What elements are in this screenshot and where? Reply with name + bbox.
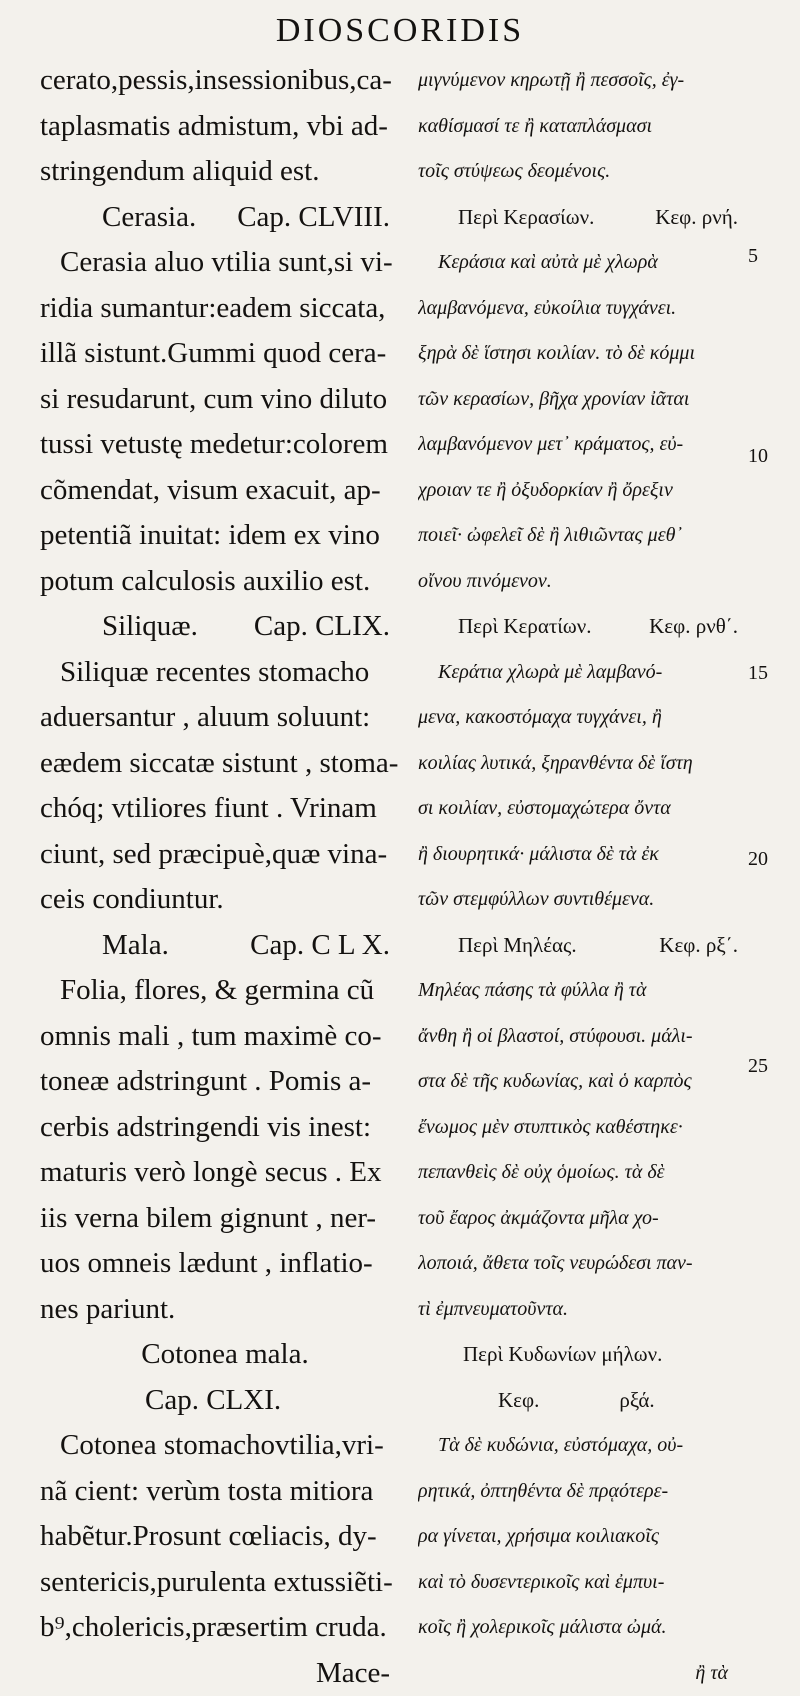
- greek-line: τῶν στεμφύλλων συντιθέμενα.: [418, 877, 748, 923]
- latin-line: eædem siccatæ sistunt , stoma-: [40, 741, 410, 787]
- greek-line: τοῖς στύψεως δεομένοις.: [418, 149, 748, 195]
- greek-line: λαμβανόμενα, εὐκοίλια τυγχάνει.: [418, 286, 748, 332]
- catchword: Mace-: [40, 1651, 410, 1696]
- heading-chapter: Cap. CLVIII.: [237, 195, 390, 241]
- latin-line: sentericis,purulenta extussiẽti-: [40, 1560, 410, 1606]
- latin-line: omnis mali , tum maximè co-: [40, 1014, 410, 1060]
- chapter-heading-cotonea: Cotonea mala.: [40, 1332, 410, 1378]
- greek-line: χροιαν τε ἢ ὀξυδορκίαν ἢ ὄρεξιν: [418, 468, 748, 514]
- heading-kef: Κεφ.: [498, 1378, 539, 1424]
- latin-line: aduersantur , aluum soluunt:: [40, 695, 410, 741]
- chapter-heading-mala: [40, 923, 410, 969]
- greek-line: Τὰ δὲ κυδώνια, εὐστόμαχα, οὐ-: [418, 1423, 748, 1469]
- heading-title: Siliquæ.: [102, 604, 198, 650]
- greek-line: Κεράτια χλωρὰ μὲ λαμβανό-: [418, 650, 748, 696]
- greek-line: τοῦ ἔαρος ἀκμάζοντα μῆλα χο-: [418, 1196, 748, 1242]
- greek-line: ἔνωμος μὲν στυπτικὸς καθέστηκε·: [418, 1105, 748, 1151]
- heading-title: Mala.: [102, 923, 169, 969]
- latin-line: chóq; vtiliores fiunt . Vrinam: [40, 786, 410, 832]
- latin-line: ridia sumantur:eadem siccata,: [40, 286, 410, 332]
- latin-line: nã cient: verùm tosta mitiora: [40, 1469, 410, 1515]
- heading-chapter: Κεφ. ρξ΄.: [659, 923, 738, 969]
- latin-line: petentiã inuitat: idem ex vino: [40, 513, 410, 559]
- greek-line: μενα, κακοστόμαχα τυγχάνει, ἢ: [418, 695, 748, 741]
- greek-heading-cerasia: [418, 195, 748, 241]
- greek-line: τῶν κερασίων, βῆχα χρονίαν ἰᾶται: [418, 377, 748, 423]
- line-number: 20: [748, 848, 768, 871]
- greek-catchword: ἢ τὰ: [418, 1651, 748, 1696]
- latin-line: iis verna bilem gignunt , ner-: [40, 1196, 410, 1242]
- heading-title: Περὶ Μηλέας.: [458, 923, 577, 969]
- heading-chapter: Κεφ. ρνή.: [655, 195, 738, 241]
- latin-line: Siliquæ recentes stomacho: [40, 650, 410, 696]
- greek-heading-mala: [418, 923, 748, 969]
- greek-line: ἄνθη ἢ οἱ βλαστοί, στύφουσι. μάλι-: [418, 1014, 748, 1060]
- latin-line: tussi vetustę medetur:colorem: [40, 422, 410, 468]
- line-number: 15: [748, 662, 768, 685]
- line-number: 5: [748, 245, 758, 268]
- greek-line: πεπανθεὶς δὲ οὐχ ὁμοίως. τὰ δὲ: [418, 1150, 748, 1196]
- latin-line: stringendum aliquid est.: [40, 149, 410, 195]
- line-number: 10: [748, 445, 768, 468]
- latin-line: habẽtur.Prosunt cœliacis, dy-: [40, 1514, 410, 1560]
- chapter-heading-siliquae: [40, 604, 410, 650]
- greek-heading-siliquae: [418, 604, 748, 650]
- latin-line: Folia, flores, & germina cũ: [40, 968, 410, 1014]
- heading-chapter: Cap. CLIX.: [254, 604, 390, 650]
- heading-title: Cerasia.: [102, 195, 196, 241]
- greek-heading-cotonea: Περὶ Κυδωνίων μήλων.: [418, 1332, 748, 1378]
- latin-line: cerato,pessis,insessionibus,ca-: [40, 58, 410, 104]
- greek-line: σι κοιλίαν, εὐστομαχώτερα ὄντα: [418, 786, 748, 832]
- heading-title: Περὶ Κερασίων.: [458, 195, 594, 241]
- greek-column: [418, 58, 748, 1696]
- greek-chapter-number: [418, 1378, 748, 1424]
- greek-line: λοποιά, ἄθετα τοῖς νευρώδεσι παν-: [418, 1241, 748, 1287]
- latin-line: si resudarunt, cum vino diluto: [40, 377, 410, 423]
- running-header: DIOSCORIDIS: [0, 12, 800, 50]
- line-number: 25: [748, 1055, 768, 1078]
- greek-line: λαμβανόμενον μετ᾽ κράματος, εὐ-: [418, 422, 748, 468]
- greek-line: μιγνύμενον κηρωτῇ ἢ πεσσοῖς, ἐγ-: [418, 58, 748, 104]
- latin-line: uos omneis lædunt , inflatio-: [40, 1241, 410, 1287]
- greek-line: ρα γίνεται, χρήσιμα κοιλιακοῖς: [418, 1514, 748, 1560]
- latin-line: ciunt, sed præcipuè,quæ vina-: [40, 832, 410, 878]
- greek-line: καὶ τὸ δυσεντερικοῖς καὶ ἐμπυι-: [418, 1560, 748, 1606]
- latin-line: cõmendat, visum exacuit, ap-: [40, 468, 410, 514]
- latin-line: cerbis adstringendi vis inest:: [40, 1105, 410, 1151]
- chapter-heading-cerasia: [40, 195, 410, 241]
- latin-line: Cerasia aluo vtilia sunt,si vi-: [40, 240, 410, 286]
- greek-line: ξηρὰ δὲ ἵστησι κοιλίαν. τὸ δὲ κόμμι: [418, 331, 748, 377]
- greek-line: ἢ διουρητικά· μάλιστα δὲ τὰ ἐκ: [418, 832, 748, 878]
- latin-line: Cotonea stomachovtilia,vri-: [40, 1423, 410, 1469]
- chapter-number: Cap. CLXI.: [40, 1378, 410, 1424]
- latin-column: [40, 58, 410, 1696]
- line-number-margin: [748, 0, 798, 1329]
- heading-title: Περὶ Κερατίων.: [458, 604, 592, 650]
- heading-chapter: Cap. C L X.: [250, 923, 390, 969]
- greek-line: Κεράσια καὶ αὐτὰ μὲ χλωρὰ: [418, 240, 748, 286]
- greek-line: καθίσμασί τε ἢ καταπλάσμασι: [418, 104, 748, 150]
- heading-chapter: Κεφ. ρνθ΄.: [649, 604, 738, 650]
- greek-line: κοῖς ἢ χολερικοῖς μάλιστα ὠμά.: [418, 1605, 748, 1651]
- latin-line: maturis verò longè secus . Ex: [40, 1150, 410, 1196]
- latin-line: taplasmatis admistum, vbi ad-: [40, 104, 410, 150]
- latin-line: potum calculosis auxilio est.: [40, 559, 410, 605]
- greek-line: κοιλίας λυτικά, ξηρανθέντα δὲ ἵστη: [418, 741, 748, 787]
- latin-line: b⁹,cholericis,præsertim cruda.: [40, 1605, 410, 1651]
- latin-line: ceis condiuntur.: [40, 877, 410, 923]
- greek-line: οἴνου πινόμενον.: [418, 559, 748, 605]
- greek-line: Μηλέας πάσης τὰ φύλλα ἢ τὰ: [418, 968, 748, 1014]
- greek-line: τὶ ἐμπνευματοῦντα.: [418, 1287, 748, 1333]
- greek-line: ρητικά, ὀπτηθέντα δὲ πρᾳότερε-: [418, 1469, 748, 1515]
- greek-line: ποιεῖ· ὠφελεῖ δὲ ἢ λιθιῶντας μεθ᾽: [418, 513, 748, 559]
- latin-line: toneæ adstringunt . Pomis a-: [40, 1059, 410, 1105]
- latin-line: illã sistunt.Gummi quod cera-: [40, 331, 410, 377]
- heading-chapter: ρξά.: [619, 1378, 654, 1424]
- latin-line: nes pariunt.: [40, 1287, 410, 1333]
- greek-line: στα δὲ τῆς κυδωνίας, καὶ ὁ καρπὸς: [418, 1059, 748, 1105]
